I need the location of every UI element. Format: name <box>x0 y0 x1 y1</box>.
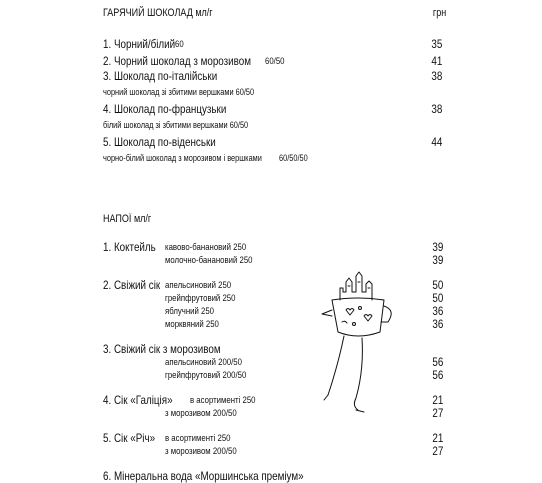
menu-item-name: 1. Чорний/білий <box>103 37 176 51</box>
drink-variant: грейпфрутовий 200/50 <box>165 370 247 381</box>
drink-name: 2. Свіжий сік <box>103 278 161 292</box>
drink-variant: яблучний 250 <box>165 306 215 317</box>
drink-price: 27 <box>432 406 443 420</box>
drink-variant: морквяний 250 <box>165 319 219 330</box>
drink-variant: апельсиновий 250 <box>165 280 232 291</box>
menu-item-name: 4. Шоколад по-французьки <box>103 102 227 116</box>
menu-item-portion: 60/50/50 <box>279 153 308 163</box>
drink-variant: апельсиновий 200/50 <box>165 357 242 368</box>
drink-name: 3. Свіжий сік з морозивом <box>103 342 221 356</box>
currency-label: грн <box>432 7 446 19</box>
menu-item-portion: 60/50 <box>265 56 285 67</box>
drink-name: 5. Сік «Річ» <box>103 431 156 445</box>
drink-price: 36 <box>432 304 443 318</box>
menu-item-name: 5. Шоколад по-віденськи <box>103 135 216 149</box>
drink-variant: в асортименті 250 <box>165 433 231 444</box>
drink-price: 39 <box>432 253 443 267</box>
menu-item-price: 38 <box>431 102 442 116</box>
menu-item-description: чорно-білий шоколад з морозивом і вершками <box>103 153 262 163</box>
drink-variant: з морозивом 200/50 <box>165 446 237 457</box>
drink-price: 36 <box>432 317 443 331</box>
menu-item-description: чорний шоколад зі збитими вершками 60/50 <box>103 87 255 97</box>
menu-item-price: 44 <box>431 135 442 149</box>
illustration-figure <box>318 270 398 420</box>
drink-price: 56 <box>432 368 443 382</box>
menu-item-description: білий шоколад зі збитими вершками 60/50 <box>103 120 249 130</box>
drink-price: 50 <box>432 291 443 305</box>
drink-price: 21 <box>432 393 443 407</box>
drink-variant: грейпфрутовий 250 <box>165 293 236 304</box>
drink-variant: з морозивом 200/50 <box>165 408 237 419</box>
drink-price: 56 <box>432 355 443 369</box>
hot-chocolate-header: ГАРЯЧИЙ ШОКОЛАД мл/г <box>103 7 213 19</box>
drink-price: 27 <box>432 444 443 458</box>
menu-item-price: 38 <box>431 69 442 83</box>
drink-variant: в асортименті 250 <box>190 395 256 406</box>
menu-item-price: 35 <box>431 37 442 51</box>
menu-item-portion: 60 <box>175 39 184 50</box>
drink-name: 6. Мінеральна вода «Моршинська преміум» <box>103 469 304 483</box>
drink-variant: кавово-банановий 250 <box>165 242 247 253</box>
drink-price: 21 <box>432 431 443 445</box>
menu-item-name: 2. Чорний шоколад з морозивом <box>103 54 252 68</box>
drinks-header: НАПОЇ мл/г <box>103 213 152 225</box>
menu-item-price: 41 <box>431 54 442 68</box>
drink-name: 1. Коктейль <box>103 240 156 254</box>
drink-variant: молочно-банановий 250 <box>165 255 253 266</box>
menu-item-name: 3. Шоколад по-італійськи <box>103 69 218 83</box>
drink-name: 4. Сік «Галіція» <box>103 393 173 407</box>
drink-price: 39 <box>432 240 443 254</box>
drink-price: 50 <box>432 278 443 292</box>
